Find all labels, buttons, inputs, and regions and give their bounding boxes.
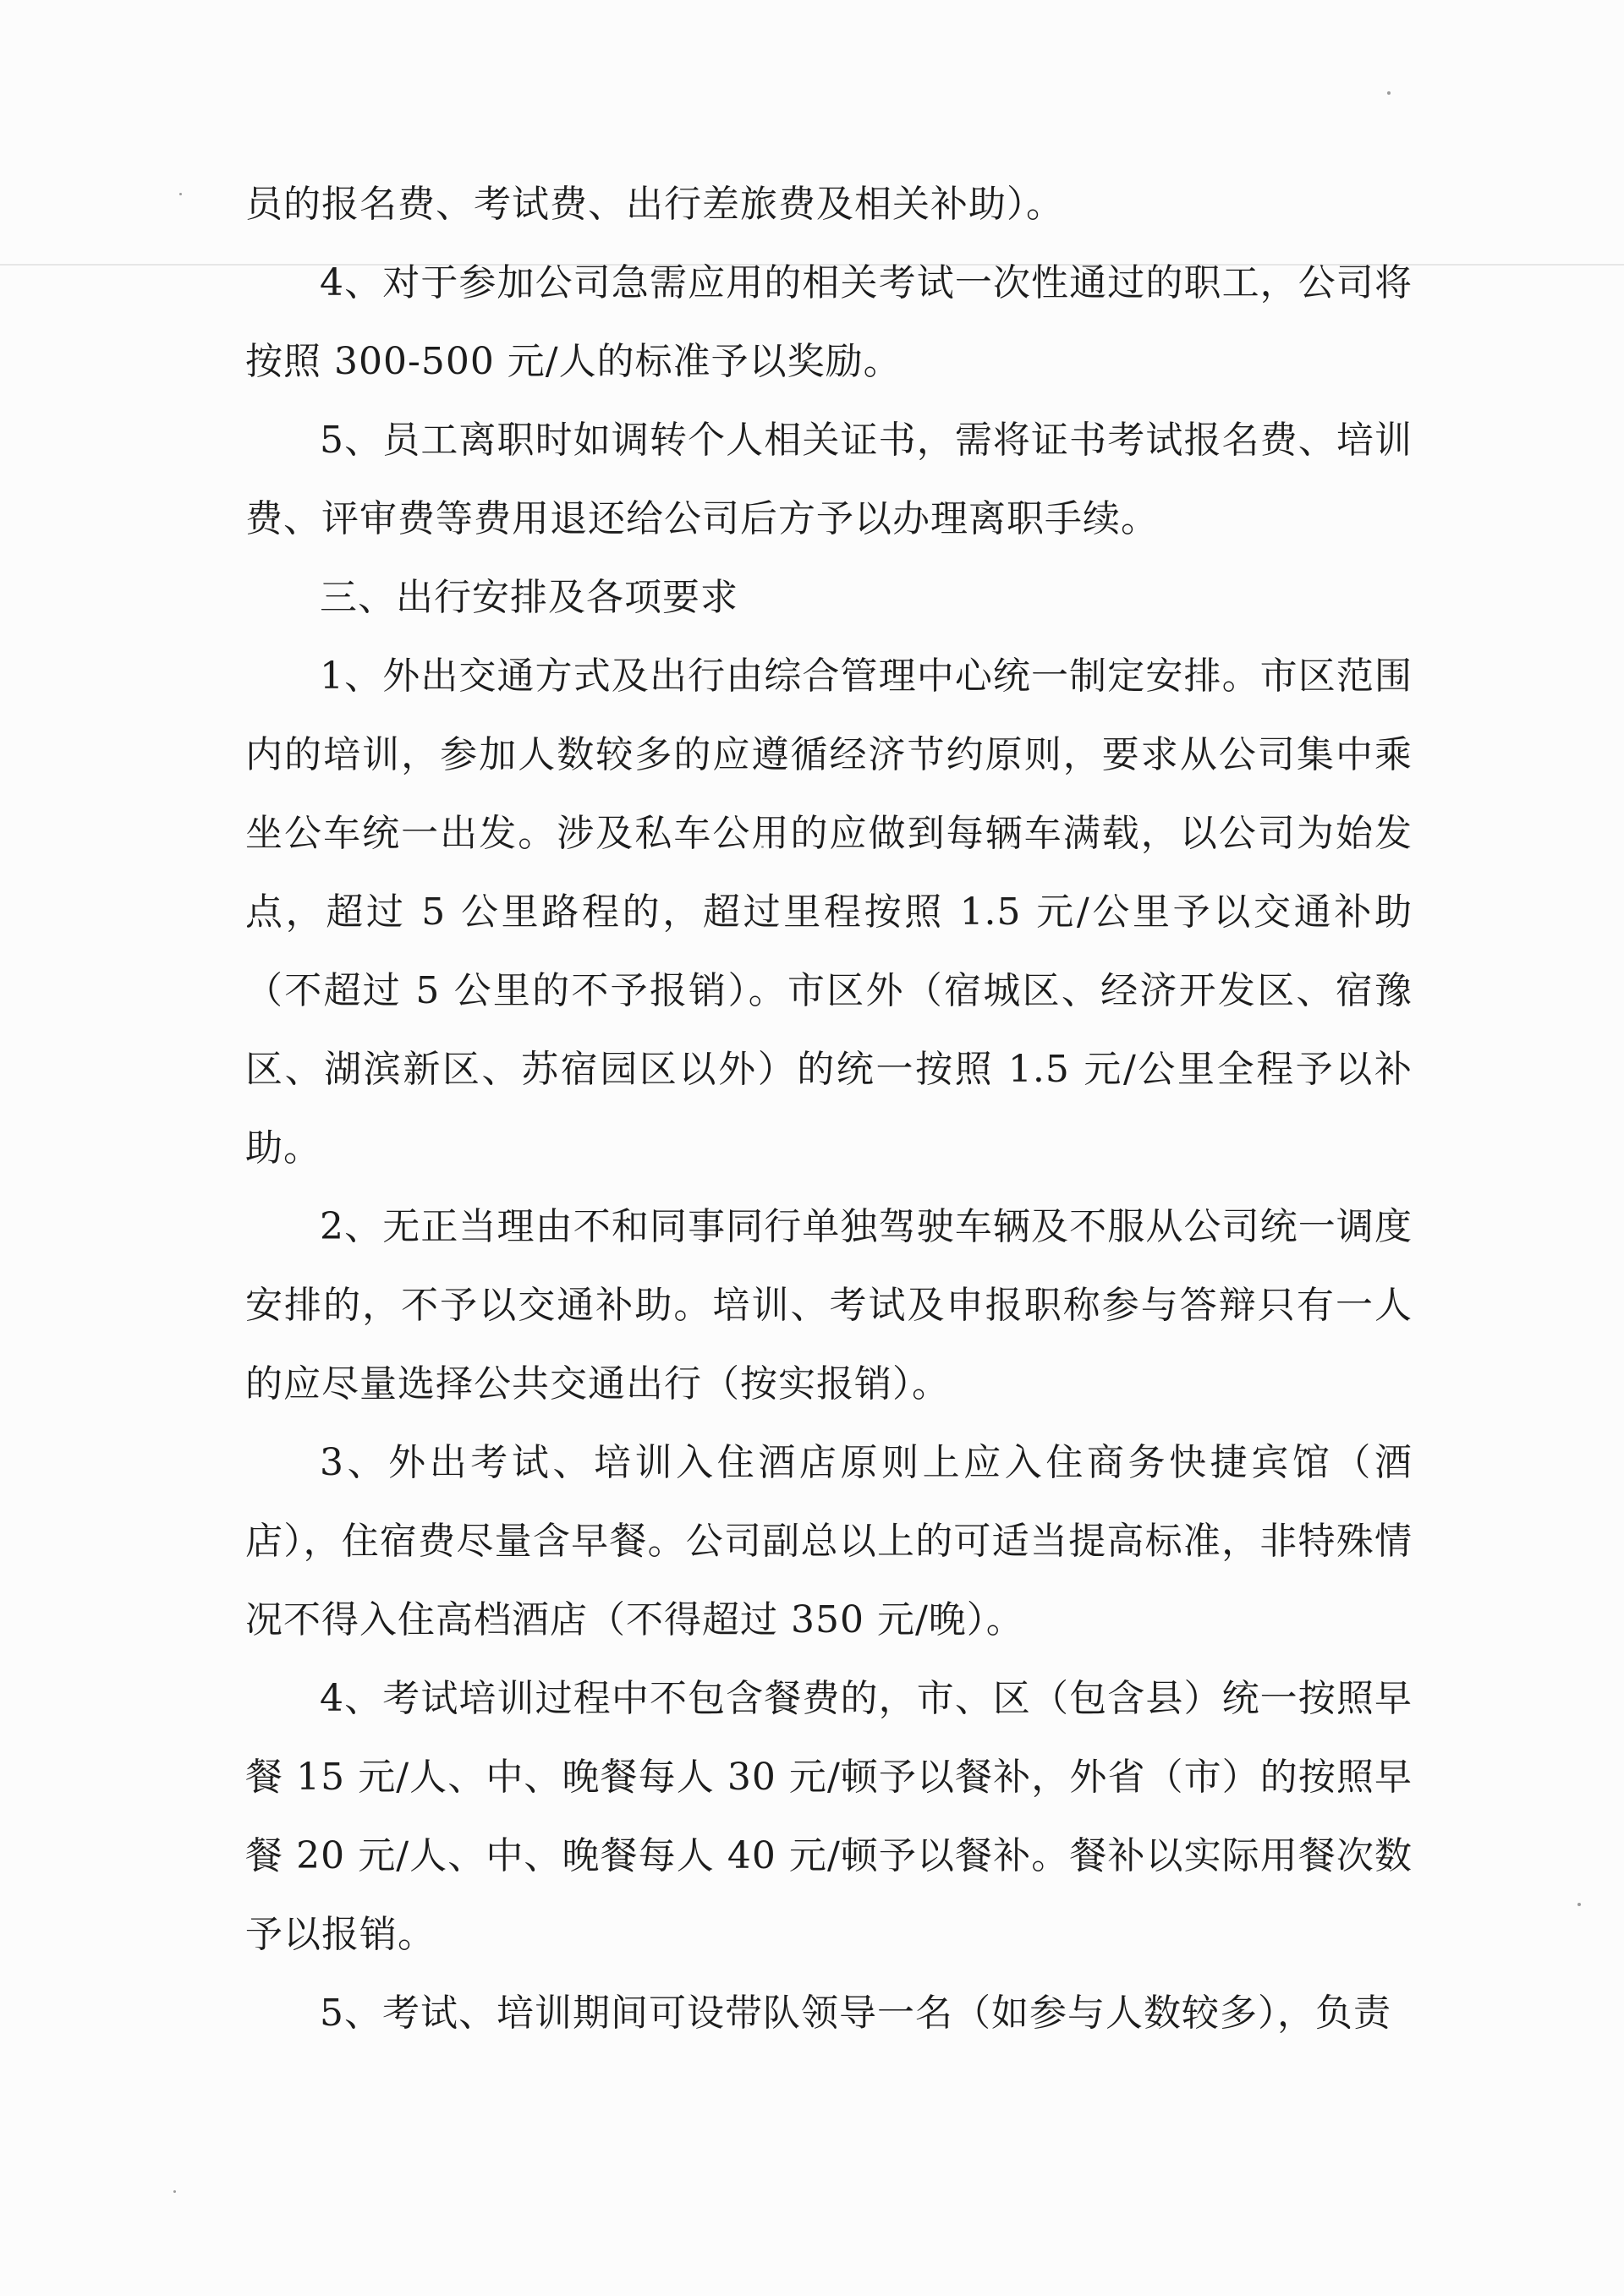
section-heading-travel: 三、出行安排及各项要求 — [320, 576, 738, 619]
paragraph-exam-reward: 4、对于参加公司急需应用的相关考试一次性通过的职工，公司将按照 300-500 元/人的标准予以奖励。 — [245, 261, 1413, 383]
scan-speck — [1577, 1903, 1581, 1906]
paragraph-team-leader: 5、考试、培训期间可设带队领导一名（如参与人数较多），负责 — [320, 1992, 1391, 2035]
document-page — [245, 165, 1413, 2052]
paragraph-hotel: 3、外出考试、培训入住酒店原则上应入住商务快捷宾馆（酒店），住宿费尽量含早餐。公司副总以上的可适当提高标准，非特殊情况不得入住高档酒店（不得超过 350 元/晚）。 — [245, 1441, 1413, 1641]
scan-speck — [173, 2190, 176, 2193]
scan-speck — [1387, 91, 1391, 95]
paragraph-meal-allowance: 4、考试培训过程中不包含餐费的，市、区（包含县）统一按照早餐 15 元/人、中、晚餐每人 30 元/顿予以餐补，外省（市）的按照早餐 20 元/人、中、晚餐每人 40 元/顿予以餐补。餐补以实际用餐次数予以报销。 — [245, 1677, 1413, 1956]
scan-speck — [179, 193, 182, 195]
paragraph-resignation-refund: 5、员工离职时如调转个人相关证书，需将证书考试报名费、培训费、评审费等费用退还给公司后方予以办理离职手续。 — [245, 419, 1413, 540]
paragraph-transport: 1、外出交通方式及出行由综合管理中心统一制定安排。市区范围内的培训，参加人数较多的应遵循经济节约原则，要求从公司集中乘坐公车统一出发。涉及私车公用的应做到每辆车满载，以公司为始发点，超过 5 公里路程的，超过里程按照 1.5 元/公里予以交通补助（不超过 5 公里的不予报销）。市区外（宿城区、经济开发区、宿豫区、湖滨新区、苏宿园区以外）的统一按照 1.5 元/公里全程予以补助。 — [245, 655, 1413, 1170]
paragraph-continuation: 员的报名费、考试费、出行差旅费及相关补助）。 — [245, 183, 1064, 226]
paragraph-no-subsidy: 2、无正当理由不和同事同行单独驾驶车辆及不服从公司统一调度安排的，不予以交通补助。培训、考试及申报职称参与答辩只有一人的应尽量选择公共交通出行（按实报销）。 — [245, 1205, 1413, 1406]
